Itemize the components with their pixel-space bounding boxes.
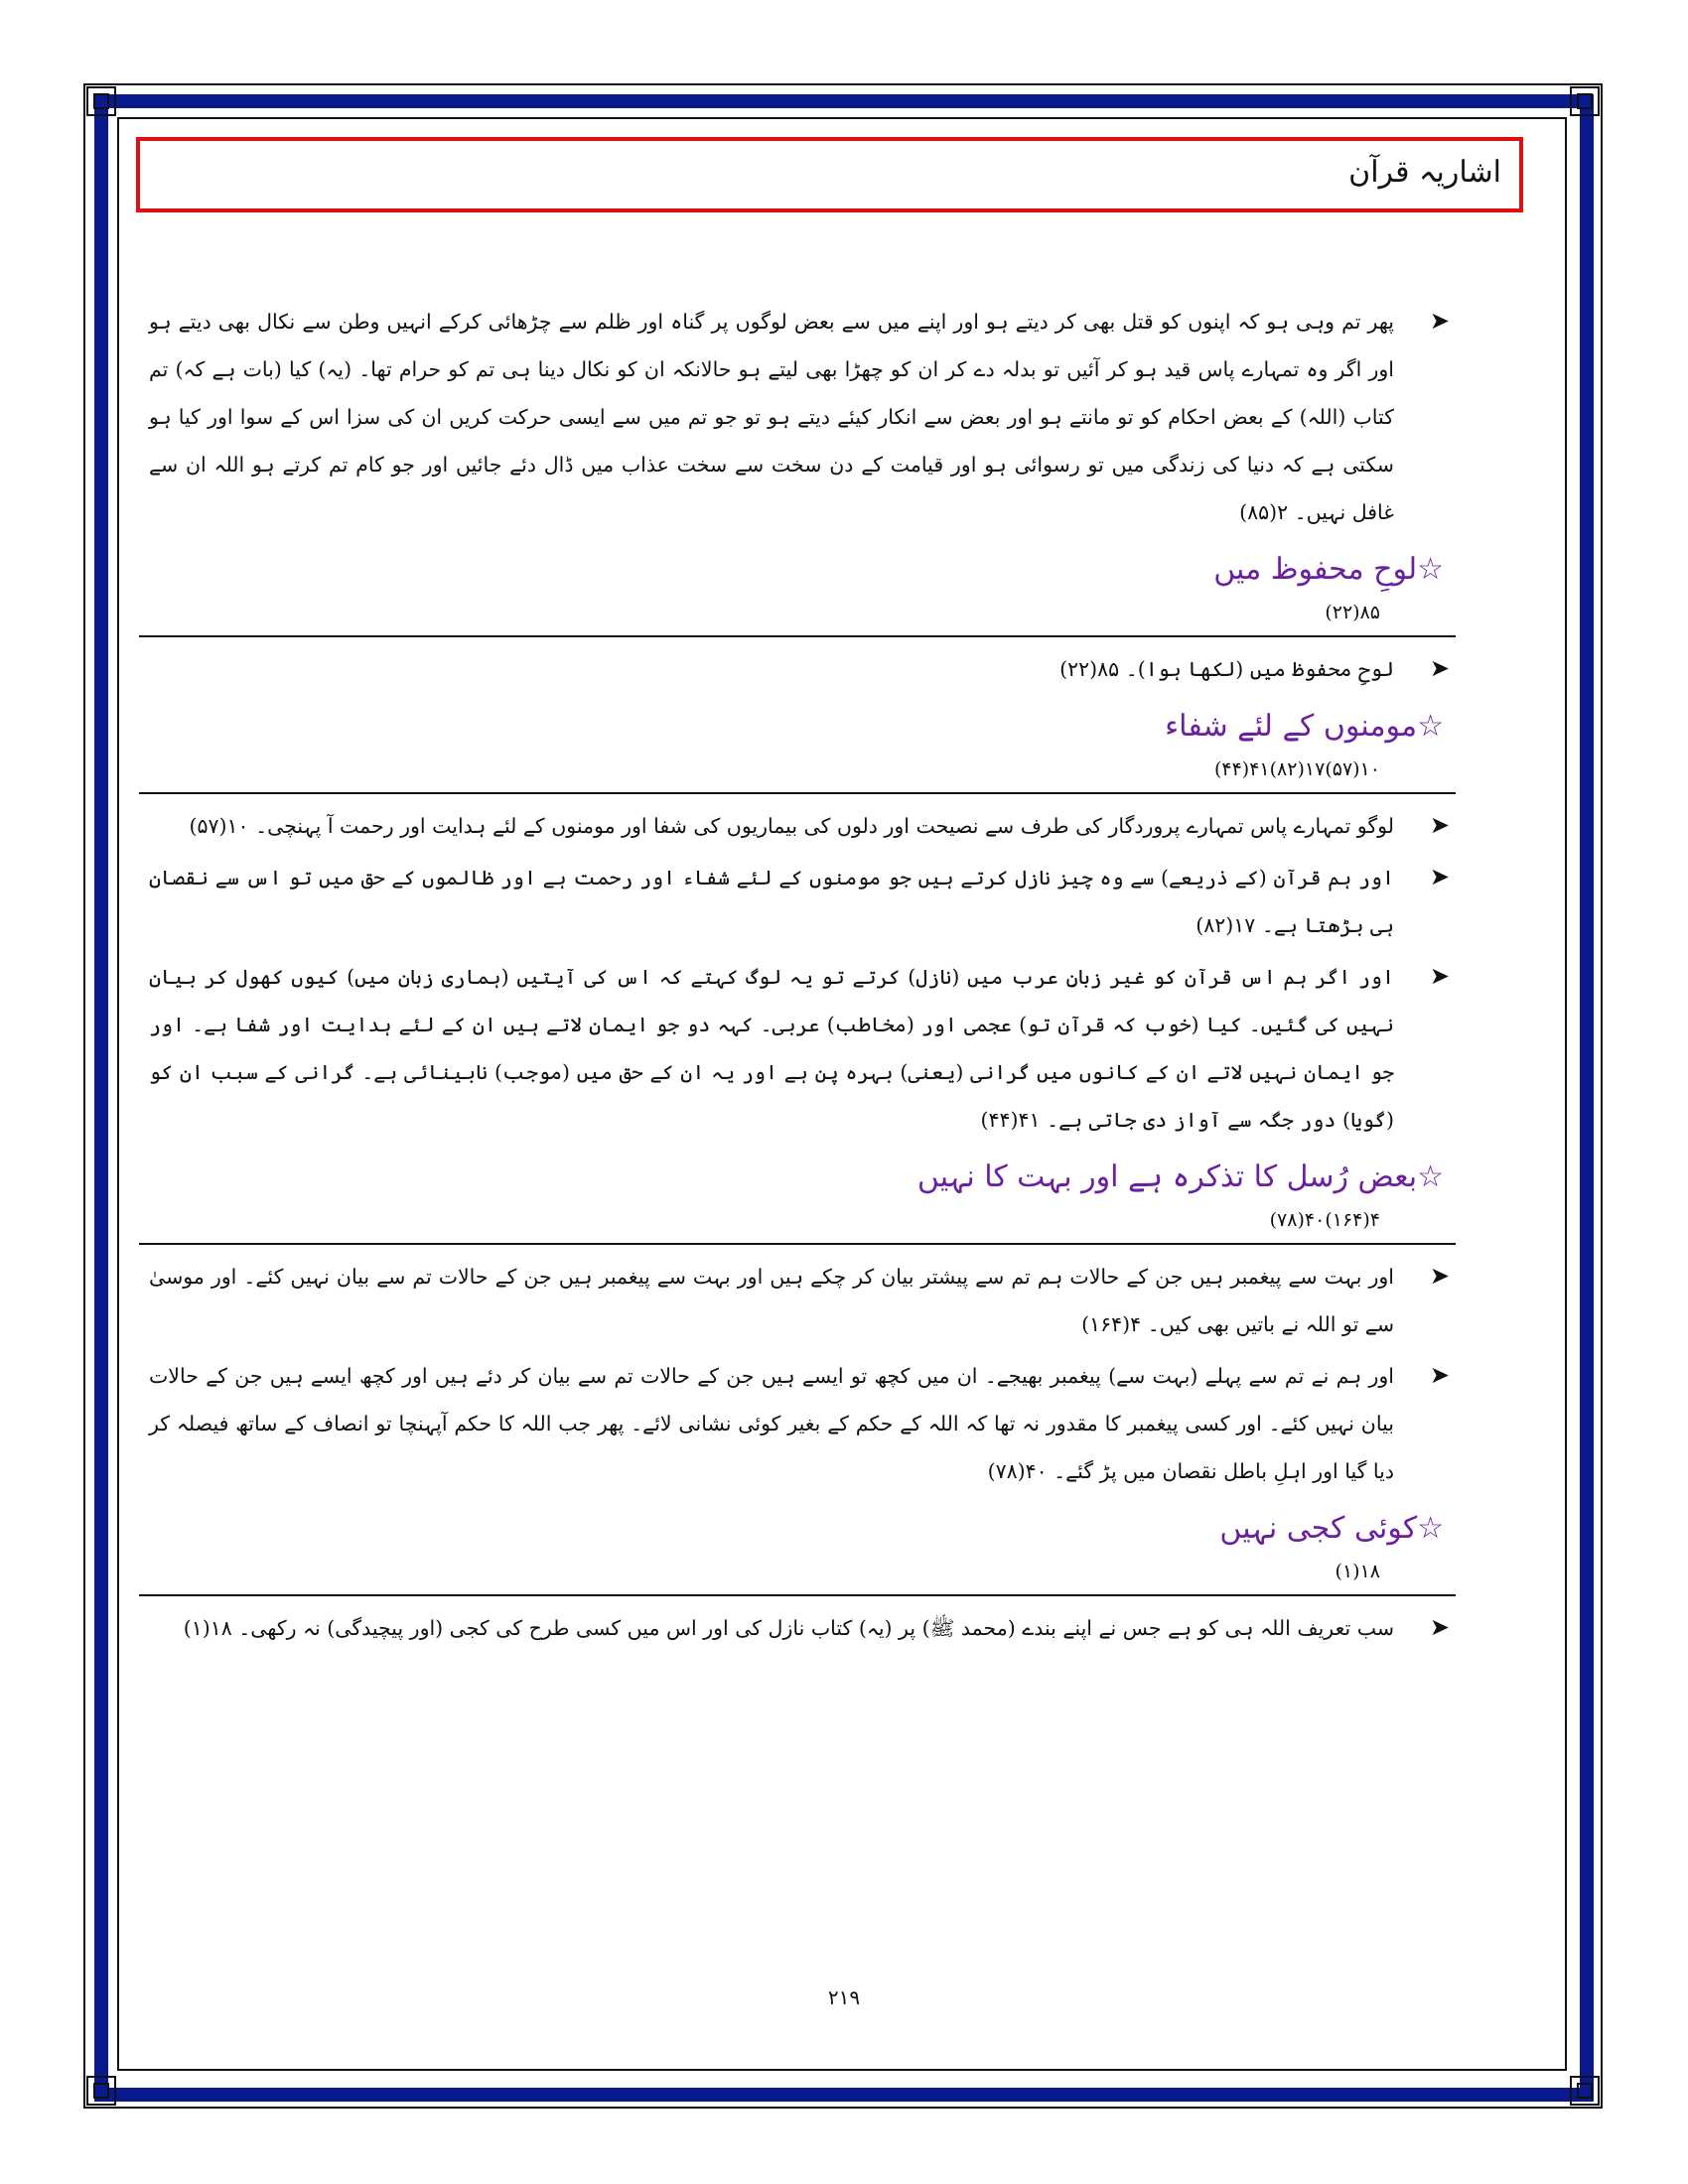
divider	[139, 635, 1456, 637]
frame-corner-ornament	[86, 2076, 116, 2106]
section-heading: ☆مومنوں کے لئے شفاء	[1165, 709, 1444, 744]
list-item	[149, 802, 1450, 850]
list-item	[149, 1352, 1450, 1495]
list-item	[149, 298, 1450, 536]
divider	[139, 1243, 1456, 1245]
list-item	[149, 1604, 1450, 1652]
divider	[139, 1594, 1456, 1596]
frame-corner-ornament	[86, 86, 116, 116]
frame-corner-ornament	[1570, 2076, 1600, 2106]
bullet-arrow-icon: ➤	[1429, 307, 1450, 335]
bullet-arrow-icon: ➤	[1429, 863, 1450, 890]
entry-text: لوگو تمہارے پاس تمہارے پروردگار کی طرف سے نصیحت اور دلوں کی بیماریوں کی شفا اور مومنوں کے لئے ہدایت اور رحمت آ پہنچی۔ ۱۰(۵۷)	[189, 814, 1394, 838]
bullet-arrow-icon: ➤	[1429, 1361, 1450, 1389]
section-references: ۱۰(۵۷)۱۷(۸۲)۴۱(۴۴)	[1213, 758, 1380, 780]
bullet-arrow-icon: ➤	[1429, 962, 1450, 990]
entry-text: اور اگر ہم اس قرآن کو غیر زبانِ عرب میں (نازل) کرتے تو یہ لوگ کہتے کہ اس کی آیتیں (ہماری زبان میں) کیوں کھول کر بیان نہیں کی گئیں۔ کیا (خوب کہ قرآن تو) عجمی اور (مخاطب) عربی۔ کہہ دو جو ایمان لاتے ہیں ان کے لئے ہدایت اور شفا ہے۔ اور جو ایمان نہیں لاتے ان کے کانوں میں گرانی (یعنی) بہرہ پن ہے اور یہ ان کے حق میں (موجب) نابینائی ہے۔ گرانی کے سبب ان کو (گویا) دور جگہ سے آواز دی جاتی ہے۔ ۴۱(۴۴)	[149, 965, 1394, 1132]
page-number: ۲۱۹	[827, 1985, 861, 2009]
section-references: ۱۸(۱)	[1335, 1561, 1380, 1582]
entry-text: اور ہم نے تم سے پہلے (بہت سے) پیغمبر بھیجے۔ ان میں کچھ تو ایسے ہیں جن کے حالات تم سے بیان کر دئے ہیں اور کچھ ایسے ہیں جن کے حالات بیان نہیں کئے۔ اور کسی پیغمبر کا مقدور نہ تھا کہ اللہ کے حکم کے بغیر کوئی نشانی لائے۔ پھر جب اللہ کا حکم آپہنچا تو انصاف کے ساتھ فیصلہ کر دیا گیا اور اہلِ باطل نقصان میں پڑ گئے۔ ۴۰(۷۸)	[149, 1364, 1394, 1483]
main-content	[149, 298, 1450, 1656]
section-heading: ☆لوحِ محفوظ میں	[1213, 552, 1444, 587]
section-references: ۴(۱۶۴)۴۰(۷۸)	[1269, 1209, 1380, 1231]
bullet-arrow-icon: ➤	[1429, 1262, 1450, 1290]
entry-text: لوحِ محفوظ میں (لکھا ہوا)۔ ۸۵(۲۲)	[1059, 657, 1394, 681]
header-box	[136, 137, 1523, 212]
section-references: ۸۵(۲۲)	[1325, 602, 1380, 623]
bullet-arrow-icon: ➤	[1429, 654, 1450, 682]
entry-text: اور بہت سے پیغمبر ہیں جن کے حالات ہم تم سے پیشتر بیان کر چکے ہیں اور بہت سے پیغمبر ہیں جن کے حالات تم سے بیان نہیں کئے۔ اور موسیٰ سے تو اللہ نے باتیں بھی کیں۔ ۴(۱۶۴)	[149, 1265, 1394, 1336]
section-heading: ☆کوئی کجی نہیں	[1219, 1511, 1444, 1546]
list-item	[149, 854, 1450, 949]
entry-text: پھر تم وہی ہو کہ اپنوں کو قتل بھی کر دیتے ہو اور اپنے میں سے بعض لوگوں پر گناہ اور ظلم سے چڑھائی کرکے انہیں وطن سے نکال بھی دیتے ہو اور اگر وہ تمہارے پاس قید ہو کر آئیں تو بدلہ دے کر ان کو چھڑا بھی لیتے ہو حالانکہ ان کو نکال دینا ہی تم کو حرام تھا۔ (یہ) کیا (بات ہے کہ) تم کتاب (اللہ) کے بعض احکام کو تو مانتے ہو اور بعض سے انکار کیئے دیتے ہو تو جو تم میں سے ایسی حرکت کریں ان کی سزا اس کے سوا اور کیا ہو سکتی ہے کہ دنیا کی زندگی میں تو رسوائی ہو اور قیامت کے دن سخت سے سخت عذاب میں ڈال دئے جائیں اور جو کام تم کرتے ہو اللہ ان سے غافل نہیں۔ ۲(۸۵)	[149, 310, 1394, 524]
bullet-arrow-icon: ➤	[1429, 1613, 1450, 1641]
header-title: اشاریہ قرآن	[1348, 155, 1501, 190]
entry-text: اور ہم قرآن (کے ذریعے) سے وہ چیز نازل کرتے ہیں جو مومنوں کے لئے شفاء اور رحمت ہے اور ظالموں کے حق میں تو اس سے نقصان ہی بڑھتا ہے۔ ۱۷(۸۲)	[149, 866, 1394, 937]
list-item	[149, 953, 1450, 1144]
bullet-arrow-icon: ➤	[1429, 811, 1450, 839]
divider	[139, 792, 1456, 794]
section-heading: ☆بعض رُسل کا تذکرہ ہے اور بہت کا نہیں	[916, 1160, 1444, 1194]
frame-corner-ornament	[1570, 86, 1600, 116]
entry-text: سب تعریف اللہ ہی کو ہے جس نے اپنے بندے (محمد ﷺ) پر (یہ) کتاب نازل کی اور اس میں کسی طرح کی کجی (اور پیچیدگی) نہ رکھی۔ ۱۸(۱)	[183, 1616, 1394, 1640]
list-item	[149, 1253, 1450, 1348]
list-item	[149, 645, 1450, 693]
